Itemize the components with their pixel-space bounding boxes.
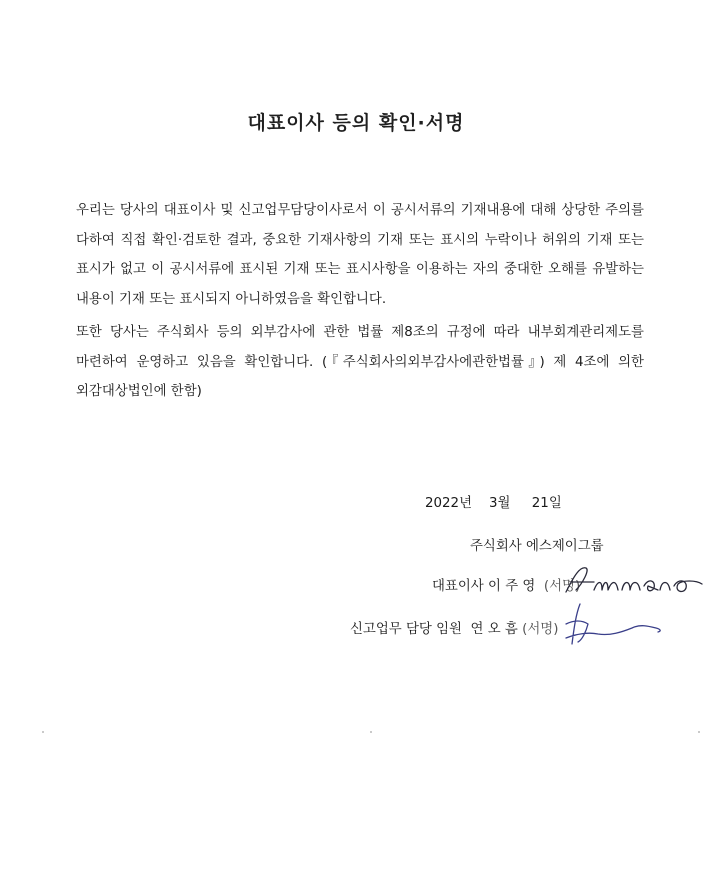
ceo-label: 대표이사 [432, 579, 484, 594]
officer-seal-label: (서명) [522, 622, 559, 637]
paragraph-confirmation: 우리는 당사의 대표이사 및 신고업무담당이사로서 이 공시서류의 기재내용에 대해 상당한 주의를 다하여 직접 확인·검토한 결과, 중요한 기재사항의 기재 또는 표시의 누락이나 허위의 기재 또는 표시가 없고 이 공시서류에 표시된 기재 또는 표시사항을 이용하는 자의 중대한 오해를 유발하는 내용이 기재 또는 표시되지 아니하였음을 확인합니다. [76, 203, 644, 307]
scan-dot [698, 731, 700, 733]
scan-dot [42, 731, 44, 733]
officer-name: 연 오 흠 [470, 622, 518, 637]
signing-date: 2022년 3월 21일 [425, 496, 562, 511]
scan-artifacts [0, 731, 712, 733]
ceo-name: 이 주 영 [488, 579, 536, 594]
ceo-line [432, 575, 580, 594]
ceo-signature [560, 562, 710, 602]
paragraph-internal-control: 또한 당사는 주식회사 등의 외부감사에 관한 법률 제8조의 규정에 따라 내부회계관리제도를 마련하여 운영하고 있음을 확인합니다. (『주식회사의외부감사에관한법률』) 제 4조에 의한 외감대상법인에 한함) [76, 325, 644, 399]
document-title: 대표이사 등의 확인·서명 [247, 112, 465, 134]
scan-dot [370, 731, 372, 733]
ceo-seal-label: (서명) [543, 579, 581, 594]
officer-label: 신고업무 담당 임원 [350, 622, 462, 637]
officer-line [350, 618, 558, 637]
company-name: 주식회사 에스제이그룹 [470, 539, 604, 554]
